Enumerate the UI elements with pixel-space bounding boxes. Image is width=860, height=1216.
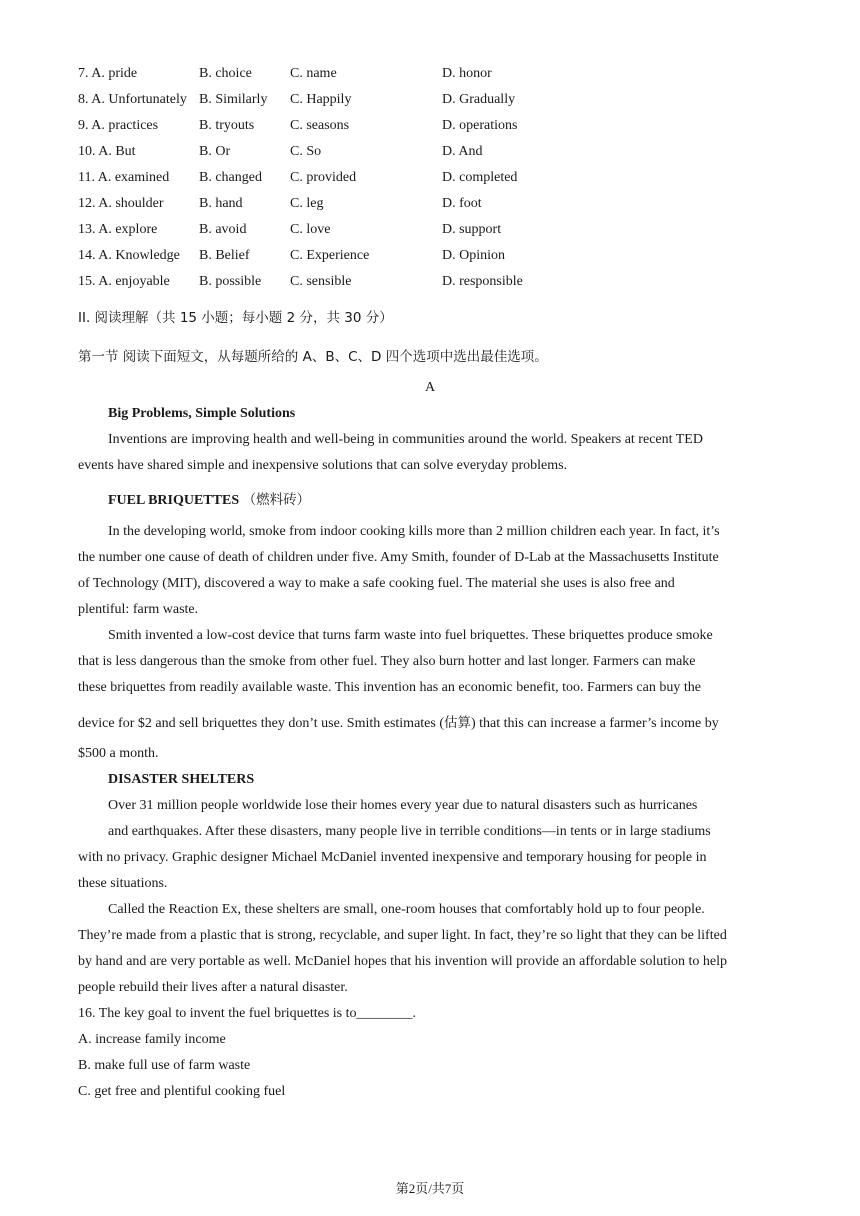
p4-line-1: Called the Reaction Ex, these shelters are small, one-room houses that comfortably hold up to four people. bbox=[108, 902, 705, 917]
option-row-12 bbox=[78, 196, 778, 216]
option-row-7 bbox=[78, 66, 778, 86]
option-b: B. choice bbox=[199, 66, 252, 81]
option-a: 10. A. But bbox=[78, 144, 136, 159]
p1-line-4: plentiful: farm waste. bbox=[78, 602, 199, 617]
fuel-heading bbox=[108, 488, 310, 509]
option-a: 14. A. Knowledge bbox=[78, 248, 180, 263]
option-d: D. completed bbox=[442, 170, 518, 185]
question-option-c: C. get free and plentiful cooking fuel bbox=[78, 1084, 286, 1099]
option-c: C. love bbox=[290, 222, 331, 237]
option-d: D. And bbox=[442, 144, 483, 159]
option-b: B. avoid bbox=[199, 222, 247, 237]
option-d: D. honor bbox=[442, 66, 492, 81]
p2-line-4-b: ) that this can increase a farmer’s income by bbox=[471, 716, 719, 731]
p3-line-3: with no privacy. Graphic designer Michael McDaniel invented inexpensive and temporary housing for people in bbox=[78, 850, 707, 865]
option-a: 8. A. Unfortunately bbox=[78, 92, 187, 107]
option-row-8 bbox=[78, 92, 778, 112]
p4-line-2: They’re made from a plastic that is strong, recyclable, and super light. In fact, they’re so light that they can be lifted bbox=[78, 928, 727, 943]
section-title: II. 阅读理解（共 15 小题；每小题 2 分，共 30 分） bbox=[78, 310, 393, 326]
question-option-a: A. increase family income bbox=[78, 1032, 226, 1047]
p3-line-4: these situations. bbox=[78, 876, 168, 891]
intro-line-2: events have shared simple and inexpensive solutions that can solve everyday problems. bbox=[78, 458, 568, 473]
option-row-9 bbox=[78, 118, 778, 138]
option-d: D. Opinion bbox=[442, 248, 505, 263]
p2-line-3: these briquettes from readily available waste. This invention has an economic benefit, too. Farmers can buy the bbox=[78, 680, 701, 695]
option-d: D. foot bbox=[442, 196, 482, 211]
option-row-15 bbox=[78, 274, 778, 294]
question-stem: 16. The key goal to invent the fuel briquettes is to________. bbox=[78, 1006, 417, 1021]
option-c: C. Happily bbox=[290, 92, 352, 107]
option-b: B. tryouts bbox=[199, 118, 255, 133]
option-b: B. Belief bbox=[199, 248, 250, 263]
option-b: B. Or bbox=[199, 144, 231, 159]
option-a: 7. A. pride bbox=[78, 66, 138, 81]
p3-line-1: Over 31 million people worldwide lose their homes every year due to natural disasters such as hurricanes bbox=[108, 798, 698, 813]
option-a: 11. A. examined bbox=[78, 170, 170, 185]
option-c: C. provided bbox=[290, 170, 357, 185]
option-d: D. responsible bbox=[442, 274, 523, 289]
option-d: D. support bbox=[442, 222, 502, 237]
option-a: 13. A. explore bbox=[78, 222, 158, 237]
p2-line-2: that is less dangerous than the smoke from other fuel. They also burn hotter and last longer. Farmers can make bbox=[78, 654, 696, 669]
option-b: B. Similarly bbox=[199, 92, 268, 107]
option-c: C. Experience bbox=[290, 248, 370, 263]
option-d: D. Gradually bbox=[442, 92, 516, 107]
fuel-heading-text: FUEL BRIQUETTES bbox=[108, 493, 240, 508]
option-c: C. seasons bbox=[290, 118, 350, 133]
option-d: D. operations bbox=[442, 118, 518, 133]
question-option-b: B. make full use of farm waste bbox=[78, 1058, 251, 1073]
option-c: C. So bbox=[290, 144, 322, 159]
option-a: 15. A. enjoyable bbox=[78, 274, 170, 289]
p2-line-4 bbox=[78, 711, 719, 732]
option-b: B. hand bbox=[199, 196, 243, 211]
option-a: 9. A. practices bbox=[78, 118, 159, 133]
option-row-13 bbox=[78, 222, 778, 242]
option-b: B. possible bbox=[199, 274, 262, 289]
p2-line-4-a: device for $2 and sell briquettes they don’t use. Smith estimates ( bbox=[78, 716, 444, 731]
option-c: C. leg bbox=[290, 196, 324, 211]
passage-title: Big Problems, Simple Solutions bbox=[108, 406, 296, 421]
option-c: C. sensible bbox=[290, 274, 352, 289]
passage-label: A bbox=[425, 380, 436, 395]
p2-line-1: Smith invented a low-cost device that turns farm waste into fuel briquettes. These briquettes produce smoke bbox=[108, 628, 713, 643]
page-footer: 第2页/共7页 bbox=[395, 1181, 465, 1196]
instruction: 第一节 阅读下面短文，从每题所给的 A、B、C、D 四个选项中选出最佳选项。 bbox=[78, 349, 548, 365]
p3-line-2: and earthquakes. After these disasters, many people live in terrible conditions—in tents or in large stadiums bbox=[108, 824, 711, 839]
p4-line-3: by hand and are very portable as well. McDaniel hopes that his invention will provide an affordable solution to help bbox=[78, 954, 728, 969]
fuel-heading-cn: （燃料砖） bbox=[242, 492, 311, 508]
p4-line-4: people rebuild their lives after a natural disaster. bbox=[78, 980, 348, 995]
intro-line-1: Inventions are improving health and well-being in communities around the world. Speakers at recent TED bbox=[108, 432, 703, 447]
p1-line-3: of Technology (MIT), discovered a way to make a safe cooking fuel. The material she uses is also free and bbox=[78, 576, 675, 591]
p1-line-2: the number one cause of death of children under five. Amy Smith, founder of D-Lab at the Massachusetts Institute bbox=[78, 550, 719, 565]
option-b: B. changed bbox=[199, 170, 262, 185]
p1-line-1: In the developing world, smoke from indoor cooking kills more than 2 million children each year. In fact, it’s bbox=[108, 524, 720, 539]
shelter-heading: DISASTER SHELTERS bbox=[108, 772, 255, 787]
option-row-10 bbox=[78, 144, 778, 164]
option-c: C. name bbox=[290, 66, 337, 81]
p2-line-5: $500 a month. bbox=[78, 746, 159, 761]
option-a: 12. A. shoulder bbox=[78, 196, 164, 211]
option-row-14 bbox=[78, 248, 778, 268]
option-row-11 bbox=[78, 170, 778, 190]
p2-line-4-cn: 估算 bbox=[444, 715, 471, 731]
